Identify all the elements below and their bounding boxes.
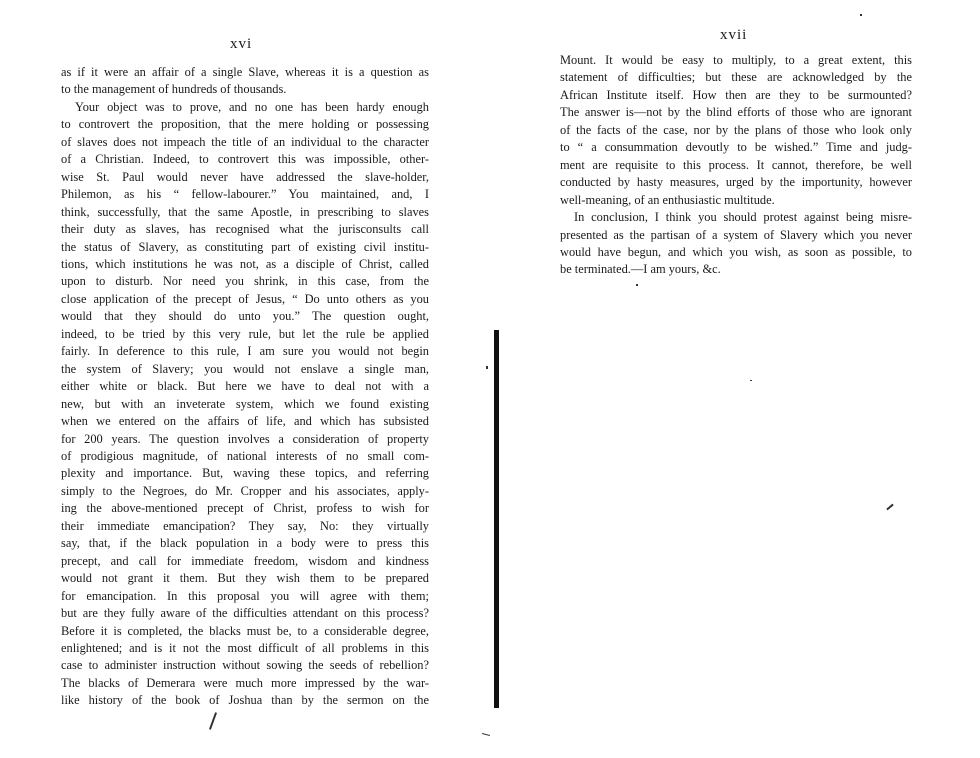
text-line: Philemon, as his “ fellow-labourer.” You maintained, and, I	[61, 187, 429, 202]
text-line: well-meaning, of an enthusiastic multitude.	[560, 192, 775, 207]
text-line: precept, and call for immediate freedom, wisdom and kindness	[61, 553, 429, 568]
text-line: Mount. It would be easy to multiply, to a great extent, this	[560, 53, 912, 67]
text-line: fairly. In deference to this rule, I am sure you would not begin	[61, 344, 429, 359]
text-line: to controvert the proposition, that the mere holding or possessing	[61, 117, 429, 132]
book-gutter-shadow	[494, 330, 499, 708]
text-line: to the management of hundreds of thousands.	[61, 82, 287, 97]
text-line: would not grant it them. But they wish them to be prepared	[61, 571, 429, 586]
right-page-number: xvii	[720, 27, 748, 43]
text-line: The answer is—not by the blind efforts of those who are ignorant	[560, 105, 912, 120]
text-line: conducted by hasty measures, urged by the importunity, however	[560, 175, 912, 190]
text-line: In conclusion, I think you should protest against being misre-	[574, 210, 912, 225]
text-line: the status of Slavery, as constituting part of existing civil institu-	[61, 239, 429, 254]
text-line: Your object was to prove, and no one has been hardy enough	[75, 99, 429, 114]
text-line: but are they fully aware of the difficulties attendant on this process?	[61, 606, 429, 621]
text-line: simply to the Negroes, do Mr. Cropper and his associates, apply-	[61, 483, 429, 498]
text-line: ment are requisite to this process. It cannot, therefore, be well	[560, 157, 912, 172]
text-line: of prodigious magnitude, of national interests of no small com-	[61, 448, 429, 463]
left-page-body	[61, 64, 429, 710]
scan-speck	[636, 284, 638, 286]
text-line: to “ a consummation devoutly to be wished.” Time and judg-	[560, 140, 912, 155]
text-line: their duty as slaves, has recognised what the jurisconsults call	[61, 222, 429, 237]
scan-speck	[860, 14, 862, 16]
left-page-number: xvi	[230, 36, 253, 52]
text-line: enlightened; and is it not the most difficult of all problems in this	[61, 640, 429, 655]
text-line: think, successfully, that the same Apostle, in prescribing to slaves	[61, 204, 429, 219]
text-line: upon to disturb. Nor need you shrink, in this case, from the	[61, 274, 429, 289]
text-line: for emancipation. In this proposal you will agree with them;	[61, 588, 429, 603]
text-line: be terminated.—I am yours, &c.	[560, 262, 721, 277]
text-line: say, that, if the black population in a body were to press this	[61, 536, 429, 551]
text-line: would have begun, and which you wish, as soon as possible, to	[560, 244, 912, 259]
text-line: when we entered on the affairs of life, and which has subsisted	[61, 414, 429, 429]
text-line: as if it were an affair of a single Slave, whereas it is a question as	[61, 65, 429, 79]
text-line: wise St. Paul would never have addressed the slave-holder,	[61, 169, 429, 184]
text-line: close application of the precept of Jesus, “ Do unto others as you	[61, 291, 429, 306]
text-line: the system of Slavery; you would not enslave a single man,	[61, 361, 429, 376]
right-page-body	[560, 52, 912, 279]
text-line: The blacks of Demerara were much more impressed by the war-	[61, 675, 429, 690]
text-line: statement of difficulties; but these are acknowledged by the	[560, 70, 912, 85]
text-line: of slaves does not impeach the title of an individual to the character	[61, 134, 429, 149]
scan-speck	[750, 380, 752, 381]
text-line: like history of the book of Joshua than by the sermon on the	[61, 693, 429, 708]
text-line: presented as the partisan of a system of Slavery which you never	[560, 227, 912, 242]
text-line: for 200 years. The question involves a consideration of property	[61, 431, 429, 446]
text-line: African Institute itself. How then are they to be surmounted?	[560, 87, 912, 102]
text-line: tions, which institutions he was not, as a disciple of Christ, called	[61, 256, 429, 271]
text-line: plexity and importance. But, waving these topics, and referring	[61, 466, 429, 481]
text-line: either white or black. But here we have to deal not with a	[61, 379, 429, 394]
text-line: would that they should do unto you.” The question ought,	[61, 309, 429, 324]
text-line: case to administer instruction without sowing the seeds of rebellion?	[61, 658, 429, 673]
text-line: new, but with an inveterate system, which we found existing	[61, 396, 429, 411]
text-line: Before it is completed, the blacks must be, to a considerable degree,	[61, 623, 429, 638]
text-line: indeed, to be tried by this very rule, but let the rule be applied	[61, 326, 429, 341]
text-line: of the facts of the case, nor by the plans of those who look only	[560, 122, 912, 137]
text-line: of a Christian. Indeed, to controvert this was impossible, other-	[61, 152, 429, 167]
scan-speck	[486, 366, 488, 369]
text-line: ing the above-mentioned precept of Christ, profess to wish for	[61, 501, 429, 516]
text-line: their immediate emancipation? They say, No: they virtually	[61, 518, 429, 533]
